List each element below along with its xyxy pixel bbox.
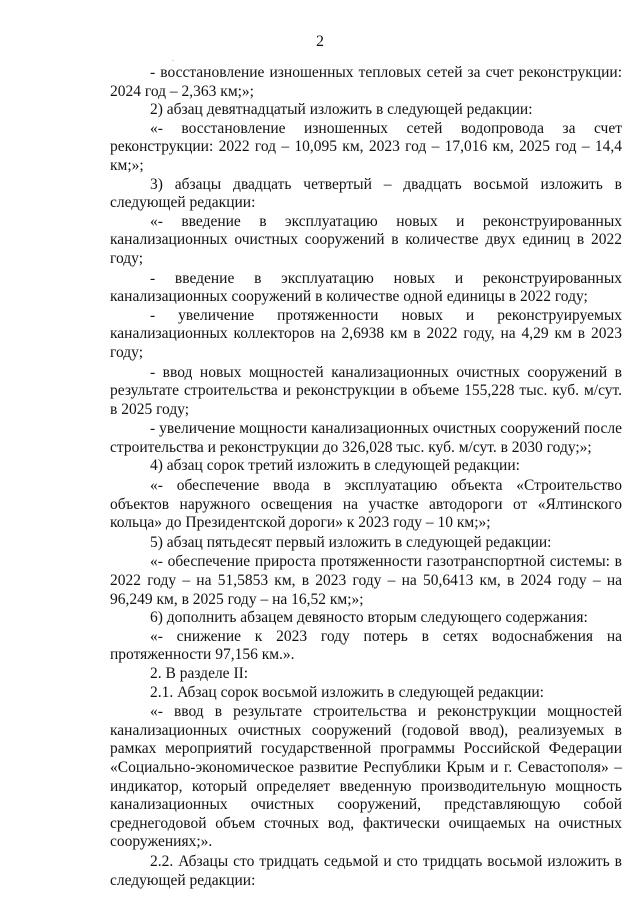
scan-mark: .	[172, 54, 174, 63]
paragraph: - увеличение протяженности новых и реконструируемых канализационных коллекторов на 2,6938 км в 2022 году, на 4,29 км в 2023 году;	[110, 306, 622, 361]
paragraph: «- обеспечение прироста протяженности газотранспортной системы: в 2022 году – на 51,5853 км, в 2023 году – на 50,6413 км, в 2024 году – на 96,249 км, в 2025 году – на 16,52 км;»;	[110, 553, 622, 608]
paragraph: 2) абзац девятнадцатый изложить в следующей редакции:	[150, 101, 533, 119]
paragraph: 5) абзац пятьдесят первый изложить в следующей редакции:	[150, 533, 552, 551]
paragraph: 4) абзац сорок третий изложить в следующей редакции:	[150, 457, 520, 475]
paragraph: «- ввод в результате строительства и реконструкции мощностей канализационных очистных сооружений (годовой ввод), реализуемых в рамках мероприятий государственной программы Российской Федерации «Социально-экономическое развитие Республики Крым и г. Севастополя» – индикатор, который определяет введенную производительную мощность канализационных очистных сооружений, представляющую собой среднегодовой объем сточных вод, фактически очищаемых на очистных сооружениях;».	[110, 703, 622, 851]
paragraph: 3) абзацы двадцать четвертый – двадцать восьмой изложить в следующей редакции:	[110, 175, 622, 212]
paragraph: - ввод новых мощностей канализационных очистных сооружений в результате строительства и реконструкции в объеме 155,228 тыс. куб. м/сут. в 2025 году;	[110, 363, 622, 418]
paragraph: 6) дополнить абзацем девяносто вторым следующего содержания:	[150, 609, 588, 627]
paragraph: «- введение в эксплуатацию новых и реконструированных канализационных очистных сооружений в количестве двух единиц в 2022 году;	[110, 212, 622, 267]
paragraph: - введение в эксплуатацию новых и реконструированных канализационных сооружений в количестве одной единицы в 2022 году;	[110, 269, 622, 306]
paragraph: - восстановление изношенных тепловых сетей за счет реконструкции: 2024 год – 2,363 км;»;	[110, 64, 622, 100]
paragraph: 2.1. Абзац сорок восьмой изложить в следующей редакции:	[150, 683, 544, 701]
paragraph: «- восстановление изношенных сетей водопровода за счет реконструкции: 2022 год – 10,095 км, 2023 год – 17,016 км, 2025 год – 14,4 км;»;	[110, 119, 622, 174]
paragraph: 2.2. Абзацы сто тридцать седьмой и сто тридцать восьмой изложить в следующей редакции:	[110, 852, 622, 889]
page-number: 2	[316, 33, 324, 50]
paragraph: 2. В разделе II:	[150, 665, 249, 682]
paragraph: «- обеспечение ввода в эксплуатацию объекта «Строительство объектов наружного освещения на участке автодороги от «Ялтинского кольца» до Президентской дороги» к 2023 году – 10 км;»;	[110, 477, 622, 532]
paragraph: - увеличение мощности канализационных очистных сооружений после строительства и реконструкции до 326,028 тыс. куб. м/сут. в 2030 году;»;	[110, 420, 622, 456]
paragraph: «- снижение к 2023 году потерь в сетях водоснабжения на протяженности 97,156 км.».	[110, 627, 622, 664]
document-body	[110, 64, 622, 890]
